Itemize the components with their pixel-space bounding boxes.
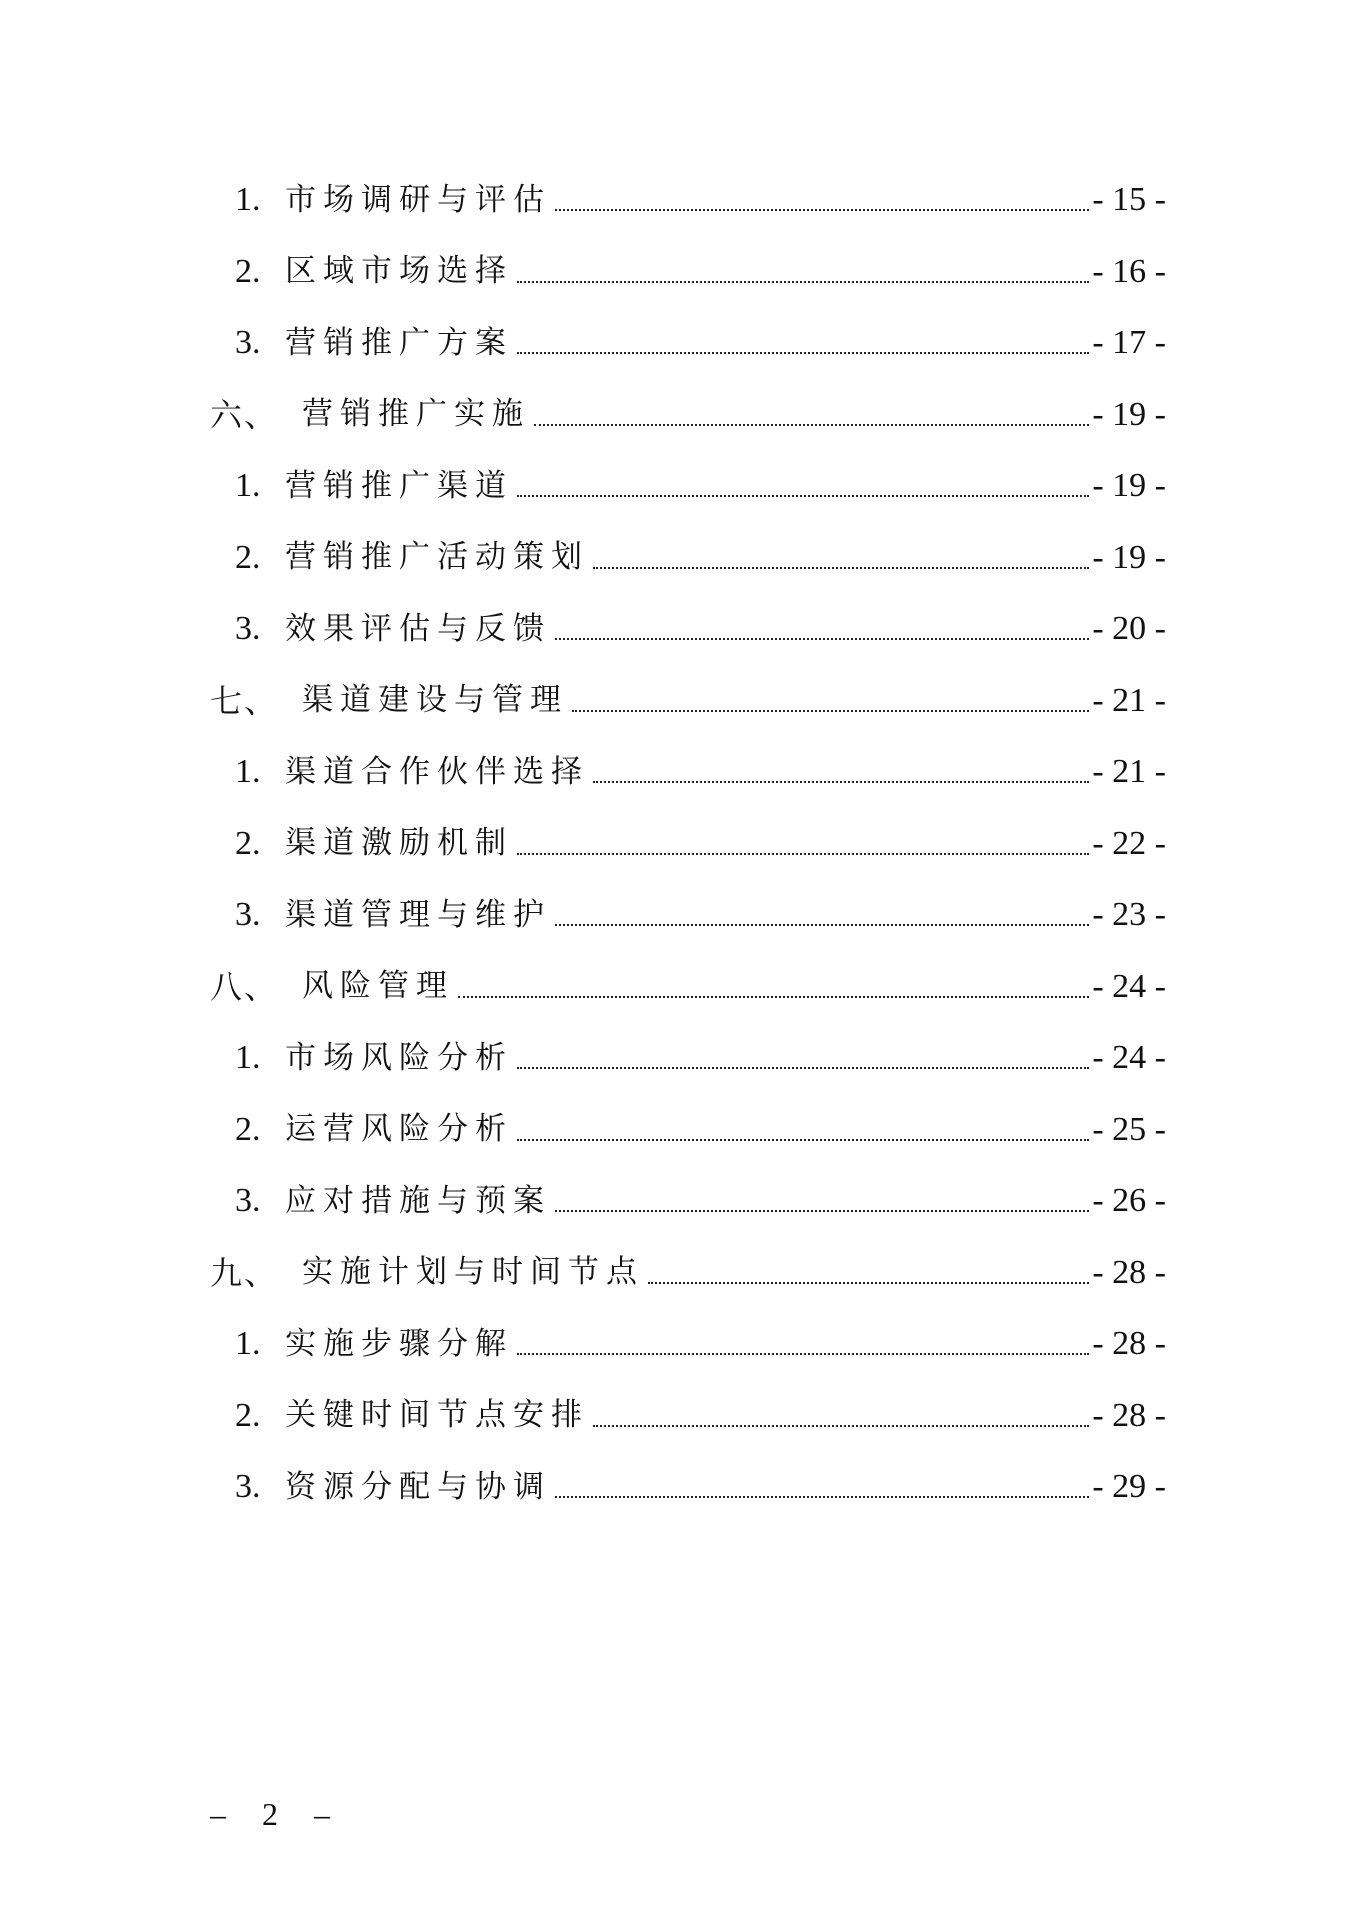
- toc-section-title: 营销推广实施: [302, 396, 530, 432]
- toc-entry-page: - 19 -: [1092, 467, 1166, 504]
- toc-entry-title: 区域市场选择: [285, 253, 513, 289]
- dot-leader: [517, 281, 1089, 283]
- dot-leader: [517, 1139, 1089, 1141]
- toc-section-title: 实施计划与时间节点: [302, 1254, 644, 1290]
- dot-leader: [555, 1210, 1089, 1212]
- toc-entry-number: 1.: [235, 1039, 261, 1076]
- dot-leader: [517, 853, 1089, 855]
- dot-leader: [648, 1282, 1089, 1284]
- toc-entry-page: - 17 -: [1092, 324, 1166, 361]
- toc-entry-page: - 25 -: [1092, 1110, 1166, 1148]
- toc-entry-number: 2.: [235, 252, 261, 290]
- toc-entry-page: - 21 -: [1092, 753, 1166, 790]
- toc-entry-number: 1.: [235, 753, 261, 790]
- toc-entry[interactable]: [0, 1451, 1360, 1523]
- page-number-footer: – 2 –: [210, 1796, 344, 1832]
- toc-entry-page: - 21 -: [1092, 681, 1166, 719]
- toc-entry[interactable]: [0, 879, 1360, 951]
- toc-entry-number: 2.: [235, 1396, 261, 1434]
- toc-entry-number: 1.: [235, 467, 261, 504]
- toc-entry[interactable]: [0, 1380, 1360, 1452]
- toc-section-number: 七、: [210, 682, 279, 719]
- toc-entry-title: 效果评估与反馈: [285, 610, 551, 647]
- toc-entry-number: 2.: [235, 824, 261, 862]
- toc-entry-title: 渠道合作伙伴选择: [285, 753, 589, 790]
- toc-entry-number: 3.: [235, 1182, 261, 1219]
- toc-entry[interactable]: [0, 1094, 1360, 1166]
- toc-entry-number: 3.: [235, 610, 261, 647]
- toc-entry-title: 营销推广方案: [285, 324, 513, 361]
- dot-leader: [517, 1353, 1089, 1355]
- dot-leader: [517, 495, 1089, 497]
- dot-leader: [593, 781, 1089, 783]
- toc-entry-page: - 19 -: [1092, 538, 1166, 576]
- dot-leader: [555, 638, 1089, 640]
- toc-entry-number: 3.: [235, 1468, 261, 1505]
- toc-entry-number: 1.: [235, 1325, 261, 1362]
- toc-entry[interactable]: [0, 307, 1360, 379]
- toc-entry[interactable]: [0, 450, 1360, 522]
- toc-entry-page: - 26 -: [1092, 1182, 1166, 1219]
- toc-entry-title: 营销推广渠道: [285, 467, 513, 504]
- toc-entry-title: 渠道激励机制: [285, 825, 513, 861]
- dot-leader: [555, 924, 1089, 926]
- toc-entry-page: - 23 -: [1092, 896, 1166, 933]
- toc-section-title: 渠道建设与管理: [302, 682, 568, 718]
- toc-section-heading[interactable]: [0, 1237, 1360, 1309]
- toc-entry[interactable]: [0, 1308, 1360, 1380]
- toc-entry-number: 3.: [235, 896, 261, 933]
- toc-entry-title: 关键时间节点安排: [285, 1397, 589, 1433]
- toc-entry-page: - 29 -: [1092, 1468, 1166, 1505]
- toc-section-title: 风险管理: [302, 968, 454, 1004]
- toc-entry-number: 1.: [235, 181, 261, 218]
- toc-entry-page: - 15 -: [1092, 181, 1166, 218]
- toc-entry-title: 运营风险分析: [285, 1111, 513, 1147]
- toc-section-number: 八、: [210, 968, 279, 1005]
- toc-entry-number: 2.: [235, 1110, 261, 1148]
- toc-entry-number: 3.: [235, 324, 261, 361]
- toc-section-number: 六、: [210, 396, 279, 433]
- toc-entry-page: - 24 -: [1092, 1039, 1166, 1076]
- toc-section-heading[interactable]: [0, 951, 1360, 1023]
- toc-entry-page: - 24 -: [1092, 967, 1166, 1005]
- dot-leader: [517, 1067, 1089, 1069]
- dot-leader: [555, 1496, 1089, 1498]
- dot-leader: [593, 567, 1089, 569]
- dot-leader: [572, 710, 1089, 712]
- dot-leader: [555, 209, 1089, 211]
- toc-entry[interactable]: [0, 808, 1360, 880]
- toc-entry-title: 渠道管理与维护: [285, 896, 551, 933]
- toc-entry-title: 市场调研与评估: [285, 181, 551, 218]
- toc-entry-page: - 22 -: [1092, 824, 1166, 862]
- dot-leader: [593, 1425, 1089, 1427]
- dot-leader: [458, 996, 1089, 998]
- dot-leader: [517, 352, 1089, 354]
- toc-entry[interactable]: [0, 236, 1360, 308]
- toc-entry-title: 资源分配与协调: [285, 1468, 551, 1505]
- toc-section-heading[interactable]: [0, 379, 1360, 451]
- toc-entry[interactable]: [0, 164, 1360, 236]
- toc-entry-page: - 28 -: [1092, 1253, 1166, 1291]
- toc-entry-title: 市场风险分析: [285, 1039, 513, 1076]
- toc-entry-title: 应对措施与预案: [285, 1182, 551, 1219]
- toc-entry-page: - 20 -: [1092, 610, 1166, 647]
- toc-entry-page: - 16 -: [1092, 252, 1166, 290]
- toc-entry-number: 2.: [235, 538, 261, 576]
- toc-entry-title: 营销推广活动策划: [285, 539, 589, 575]
- toc-entry[interactable]: [0, 736, 1360, 808]
- toc-entry-page: - 19 -: [1092, 395, 1166, 433]
- toc-entry-page: - 28 -: [1092, 1396, 1166, 1434]
- toc-entry-page: - 28 -: [1092, 1325, 1166, 1362]
- toc-entry[interactable]: [0, 1165, 1360, 1237]
- toc-entry[interactable]: [0, 522, 1360, 594]
- toc-entry[interactable]: [0, 593, 1360, 665]
- toc-entry-title: 实施步骤分解: [285, 1325, 513, 1362]
- toc-section-number: 九、: [210, 1254, 279, 1291]
- toc-entry[interactable]: [0, 1022, 1360, 1094]
- dot-leader: [534, 424, 1089, 426]
- toc-section-heading[interactable]: [0, 665, 1360, 737]
